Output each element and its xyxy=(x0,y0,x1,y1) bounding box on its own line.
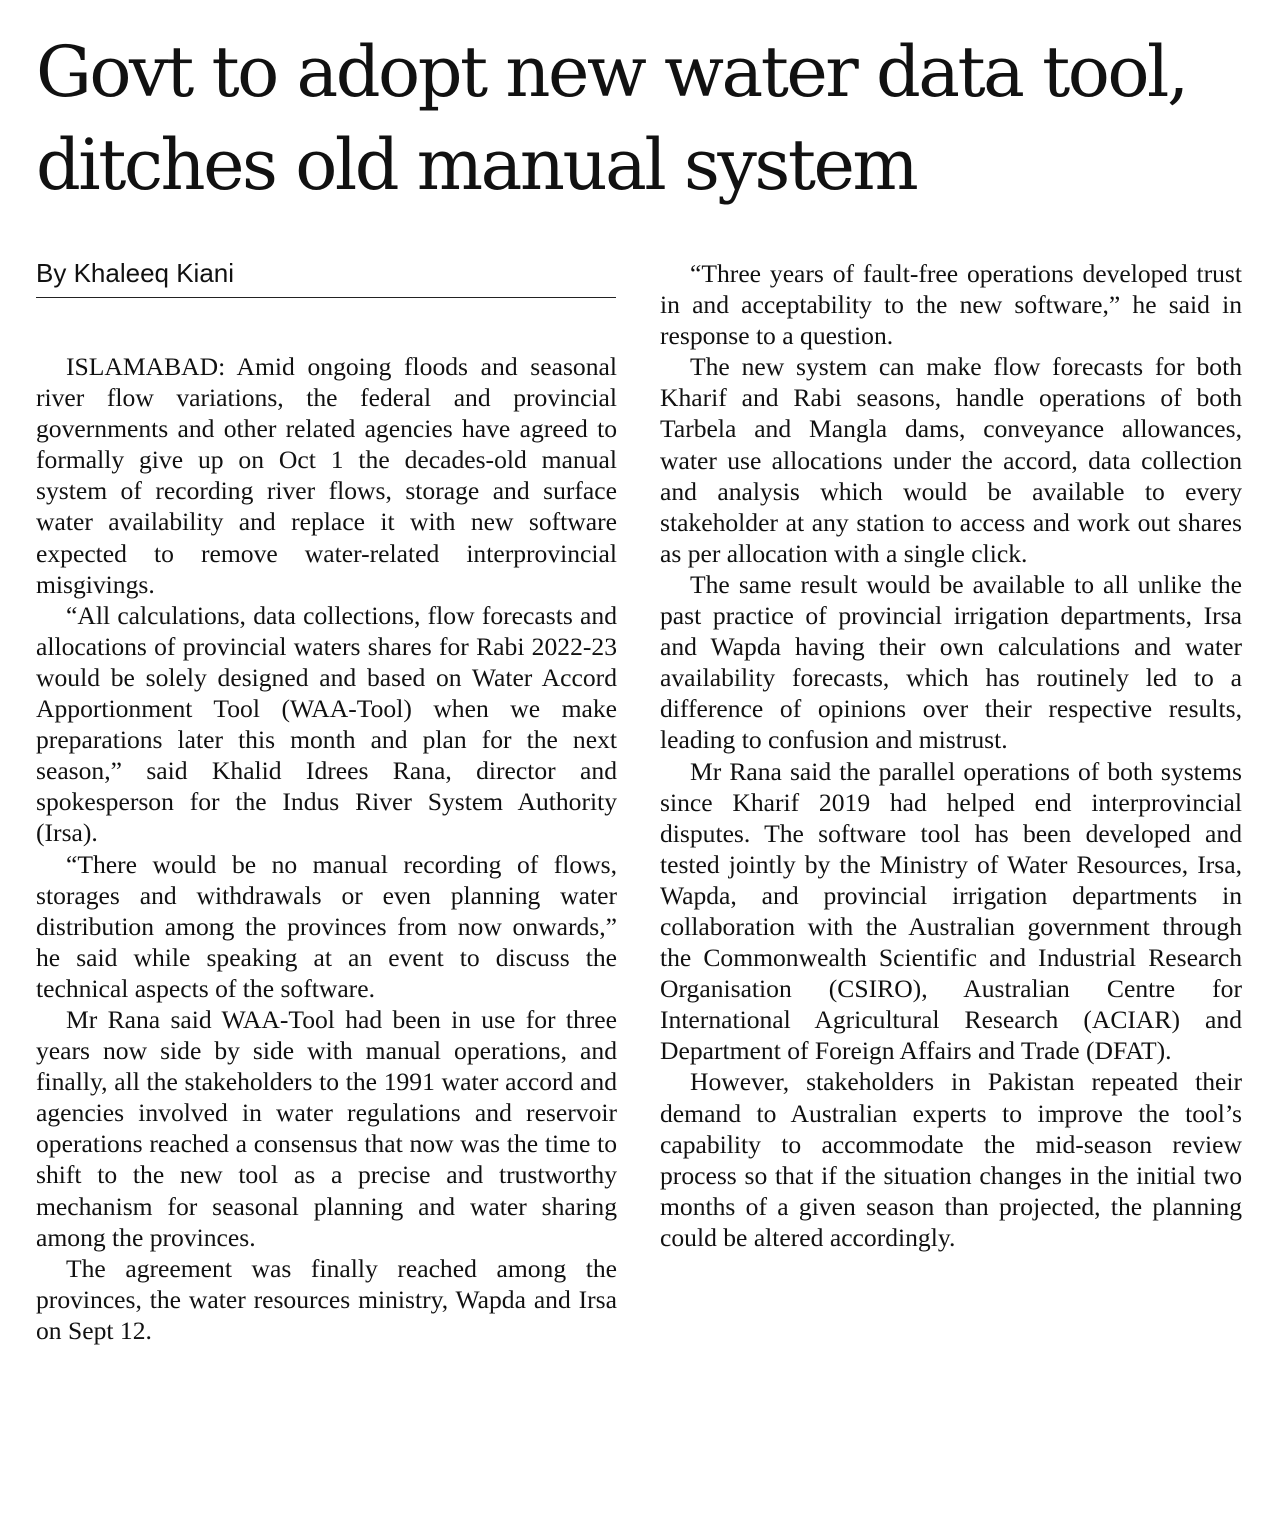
article-paragraph: Mr Rana said WAA-Tool had been in use for three years now side by side with manual operations, and finally, all the stakeholders to the 1991 water accord and agencies involved in water regulations and reservoir operations reached a consensus that now was the time to shift to the new tool as a precise and trustworthy mechanism for seasonal planning and water sharing among the provinces. xyxy=(36,1004,617,1252)
article-paragraph: “There would be no manual recording of flows, storages and withdrawals or even planning water distribution among the provinces from now onwards,” he said while speaking at an event to discuss the technical aspects of the software. xyxy=(36,849,617,1003)
article-paragraph: However, stakeholders in Pakistan repeated their demand to Australian experts to improve the tool’s capability to accommodate the mid-season review process so that if the situation changes in the initial two months of a given season than projected, the planning could be altered accordingly. xyxy=(660,1067,1242,1252)
article-byline: By Khaleeq Kiani xyxy=(36,256,616,298)
article-paragraph: Mr Rana said the parallel operations of both systems since Kharif 2019 had helped end interprovincial disputes. The software tool has been developed and tested jointly by the Ministry of Water Resources, Irsa, Wapda, and provincial irrigation departments in collaboration with the Australian government through the Commonwealth Scientific and Industrial Research Organisation (CSIRO), Australian Centre for International Agricultural Research (ACIAR) and Department of Foreign Affairs and Trade (DFAT). xyxy=(660,756,1242,1066)
article-paragraph: The new system can make flow forecasts for both Kharif and Rabi seasons, handle operations of both Tarbela and Mangla dams, conveyance allowances, water use allocations under the accord, data collection and analysis which would be available to every stakeholder at any station to access and work out shares as per allocation with a single click. xyxy=(660,352,1242,568)
article-paragraph: The agreement was finally reached among the provinces, the water resources ministry, Wapda and Irsa on Sept 12. xyxy=(36,1253,617,1345)
article-paragraph: The same result would be available to all unlike the past practice of provincial irrigation departments, Irsa and Wapda having their own calculations and water availability forecasts, which has routinely led to a difference of opinions over their respective results, leading to confusion and mistrust. xyxy=(660,569,1242,755)
article-paragraph: “All calculations, data collections, flow forecasts and allocations of provincial waters shares for Rabi 2022-23 would be solely designed and based on Water Accord Apportionment Tool (WAA-Tool) when we make preparations later this month and plan for the next season,” said Khalid Idrees Rana, director and spokesperson for the Indus River System Authority (Irsa). xyxy=(36,600,617,848)
article-column-right xyxy=(660,258,1242,1253)
article-paragraph: ISLAMABAD: Amid ongoing floods and seasonal river flow variations, the federal and provincial governments and other related agencies have agreed to formally give up on Oct 1 the decades-old manual system of recording river flows, storage and surface water availability and replace it with new software expected to remove water-related interprovincial misgivings. xyxy=(36,352,617,599)
article-column-left xyxy=(36,351,617,1346)
article-paragraph: “Three years of fault-free operations developed trust in and acceptability to the new software,” he said in response to a question. xyxy=(660,259,1242,351)
article-headline: Govt to adopt new water data tool, ditches old manual system xyxy=(36,31,1187,206)
